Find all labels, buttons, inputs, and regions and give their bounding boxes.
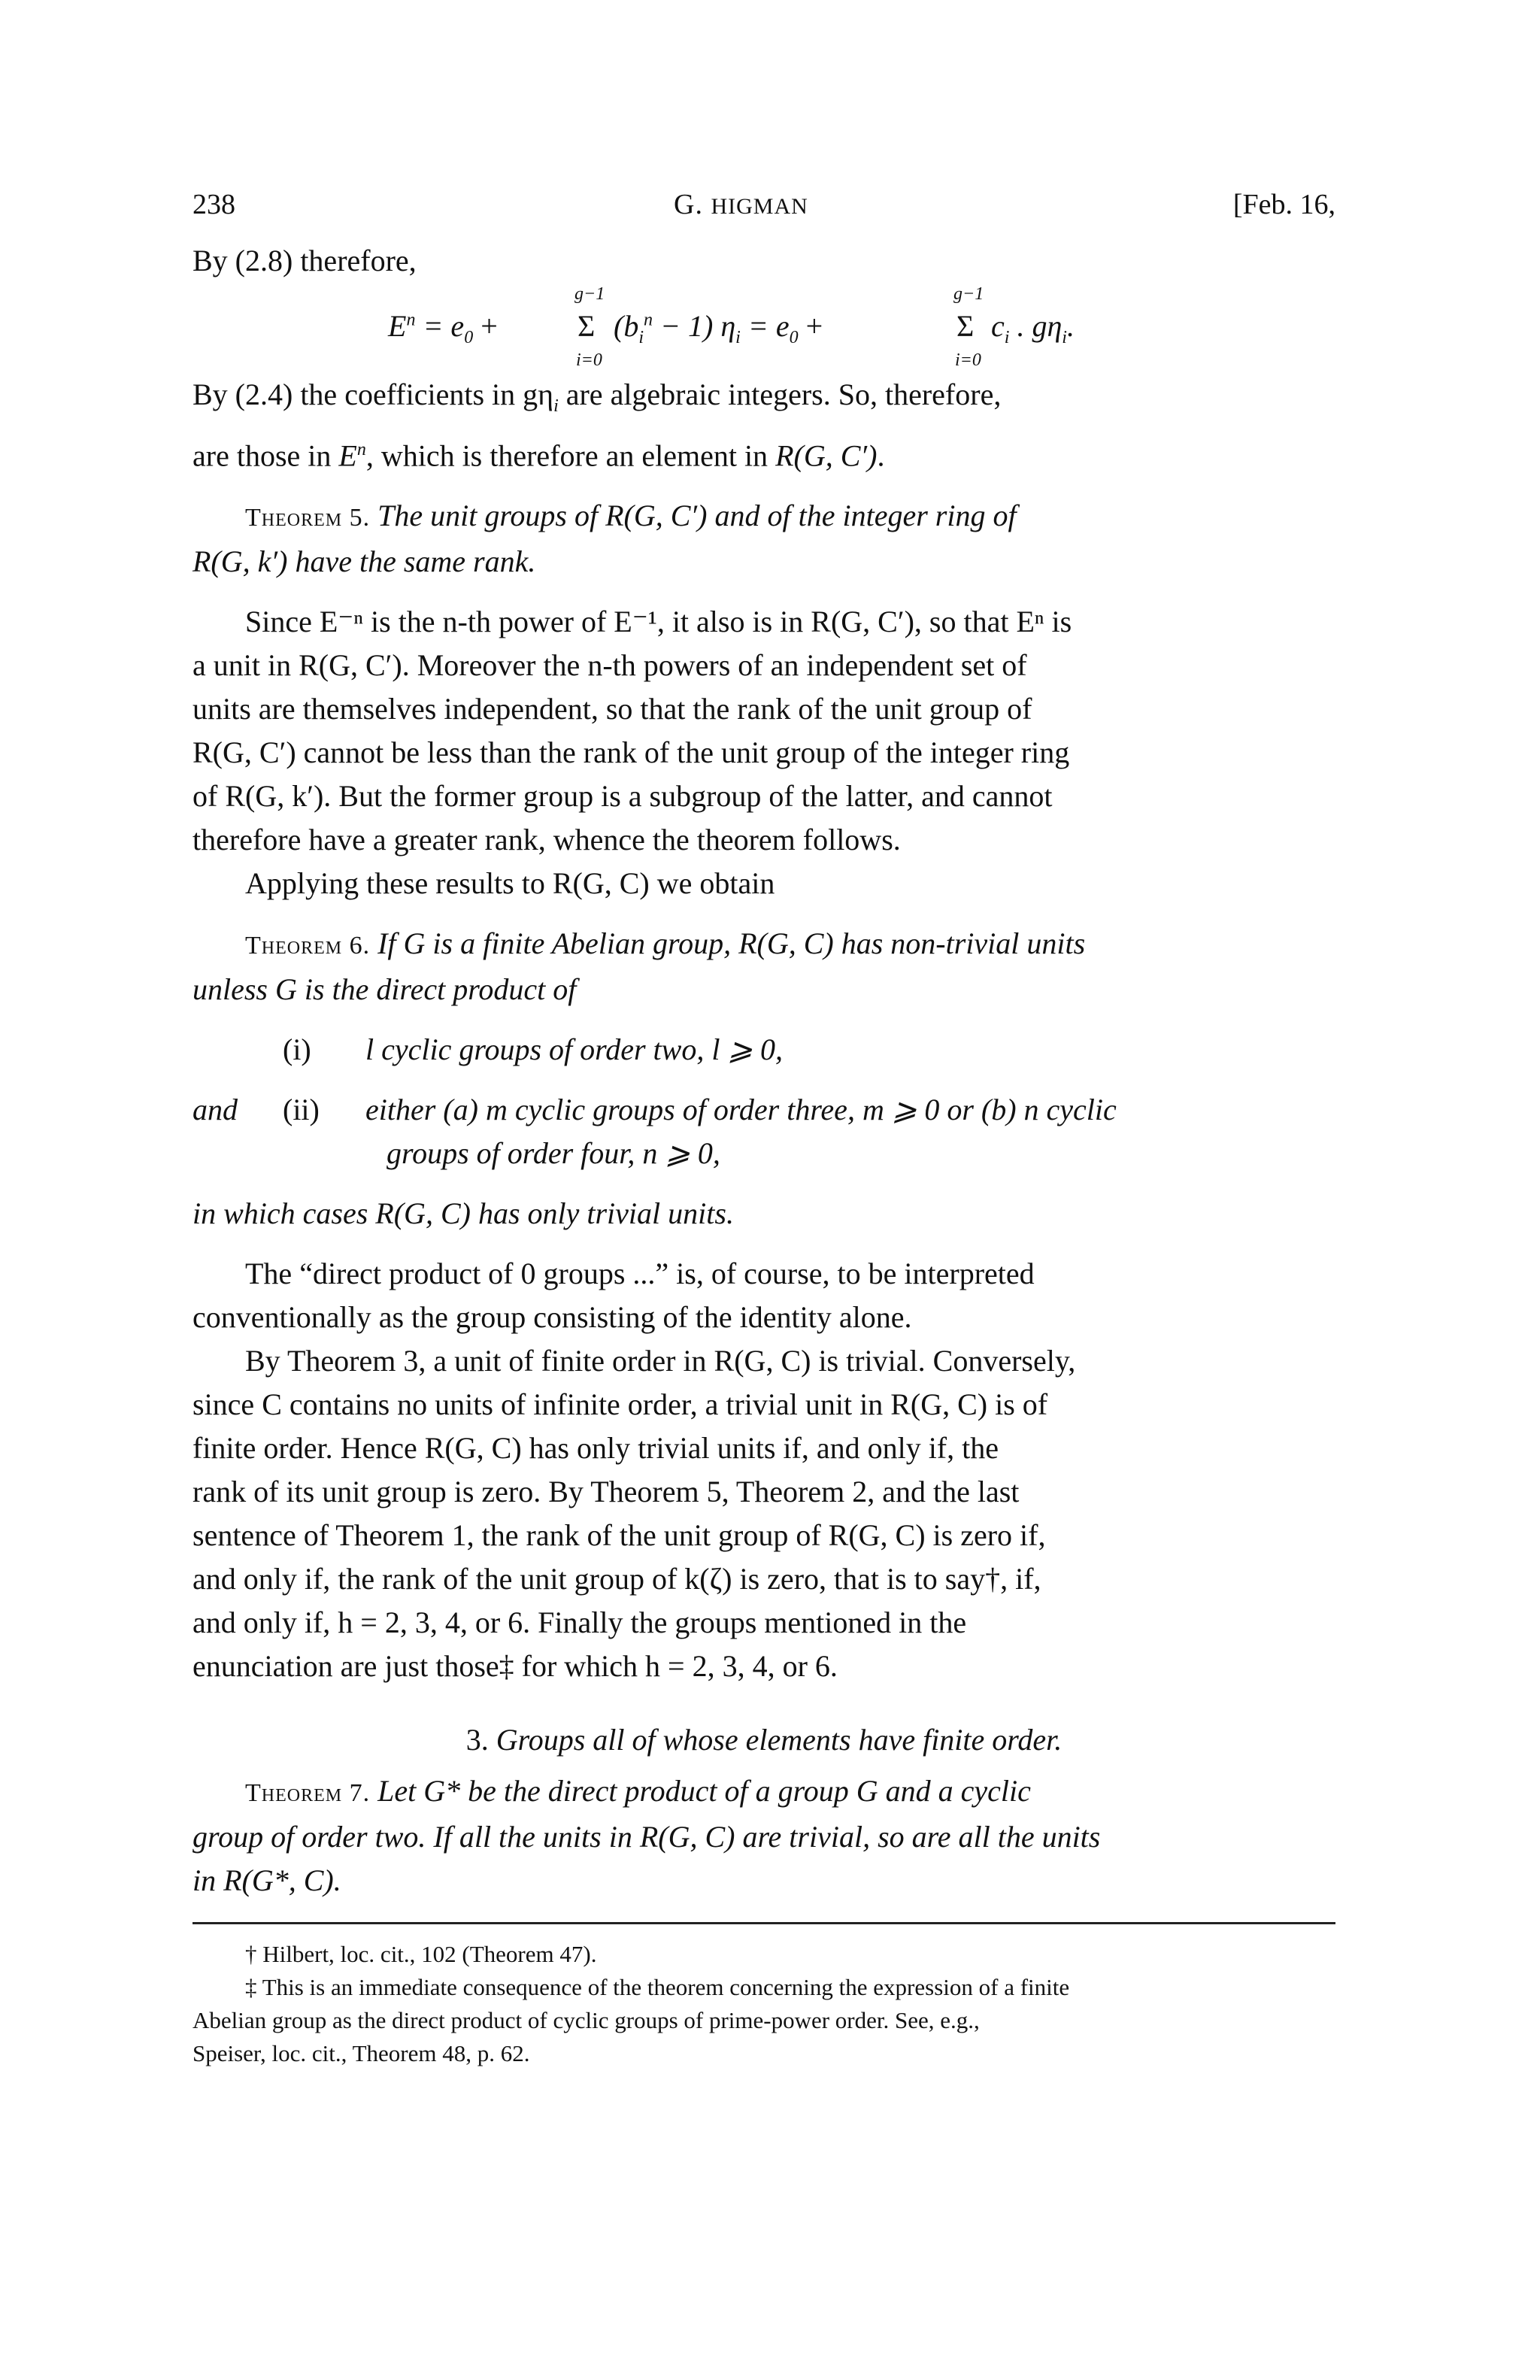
- theorem-6: Theorem 6. If G is a finite Abelian group, R(G, C) has non-trivial units: [245, 926, 1086, 961]
- footnote-dagger: † Hilbert, loc. cit., 102 (Theorem 47).: [245, 1941, 597, 1968]
- direct-product-line-2: conventionally as the group consisting of the identity alone.: [192, 1300, 912, 1335]
- theorem-7: Theorem 7. Let G* be the direct product of a group G and a cyclic: [245, 1774, 1031, 1808]
- theorem3-line-7: and only if, h = 2, 3, 4, or 6. Finally the groups mentioned in the: [192, 1605, 967, 1640]
- direct-product-line-1: The “direct product of 0 groups ...” is, of course, to be interpreted: [245, 1257, 1035, 1291]
- footnote-rule: [192, 1922, 1335, 1924]
- theorem3-line-6: and only if, the rank of the unit group of k(ζ) is zero, that is to say†, if,: [192, 1562, 1041, 1596]
- theorem3-line-5: sentence of Theorem 1, the rank of the unit group of R(G, C) is zero if,: [192, 1518, 1046, 1553]
- sum2-lower-limit: i=0: [955, 350, 981, 370]
- theorem-7-line2: group of order two. If all the units in R(G, C) are trivial, so are all the units: [192, 1820, 1101, 1854]
- footnote-double-dagger-line3: Speiser, loc. cit., Theorem 48, p. 62.: [192, 2040, 530, 2067]
- theorem-7-line3: in R(G*, C).: [192, 1863, 341, 1898]
- theorem-5-line2: R(G, k′) have the same rank.: [192, 544, 536, 579]
- proof-line-4: R(G, C′) cannot be less than the rank of the unit group of the integer ring: [192, 735, 1070, 770]
- equation-lhs: $E^n = e_0$ +: [388, 309, 498, 347]
- theorem-6-label: Theorem 6.: [245, 932, 371, 960]
- running-header: [192, 188, 1335, 233]
- sum2-sign: Σ: [956, 309, 975, 343]
- author-initial: G.: [674, 189, 703, 220]
- paragraph-coefficients-line2: are those in $E^n$, which is therefore an element in R(G, C′).: [192, 438, 885, 473]
- proof-line-1: Since E⁻ⁿ is the n-th power of E⁻¹, it also is in R(G, C′), so that Eⁿ is: [245, 605, 1072, 639]
- case-i: (i) l cyclic groups of order two, l ⩾ 0,: [283, 1032, 783, 1067]
- case-ii: and (ii) either (a) m cyclic groups of order three, m ⩾ 0 or (b) n cyclic: [192, 1093, 1117, 1127]
- section-3-heading: 3. Groups all of whose elements have finite order.: [465, 1723, 1063, 1757]
- proof-line-2: a unit in R(G, C′). Moreover the n-th powers of an independent set of: [192, 648, 1027, 683]
- theorem3-line-1: By Theorem 3, a unit of finite order in R(G, C) is trivial. Conversely,: [245, 1344, 1076, 1378]
- issue-date: [Feb. 16,: [1232, 189, 1335, 220]
- footnote-double-dagger: ‡ This is an immediate consequence of the theorem concerning the expression of a finite: [245, 1974, 1070, 2001]
- theorem-5: Theorem 5. The unit groups of R(G, C′) and of the integer ring of: [245, 499, 1017, 533]
- theorem-6-line2: unless G is the direct product of: [192, 972, 577, 1007]
- paragraph-coefficients-line1: By (2.4) the coefficients in $g\eta_i$ are algebraic integers. So, therefore,: [192, 377, 1002, 416]
- proof-line-6: therefore have a greater rank, whence the theorem follows.: [192, 823, 901, 857]
- running-author: [674, 188, 808, 221]
- theorem-6-end: in which cases R(G, C) has only trivial units.: [192, 1196, 734, 1231]
- proof-line-5: of R(G, k′). But the former group is a subgroup of the latter, and cannot: [192, 779, 1053, 814]
- proof-line-3: units are themselves independent, so that the rank of the unit group of: [192, 692, 1032, 726]
- equation-term2: $c_i$ . $g\eta_i$.: [991, 309, 1075, 347]
- equation-term1: $(b_i^n - 1) \eta_i = e_0$ +: [614, 309, 823, 347]
- paragraph-by-2-8: By (2.8) therefore,: [192, 244, 417, 277]
- sum-upper-limit: g−1: [574, 284, 605, 304]
- theorem3-line-3: finite order. Hence R(G, C) has only trivial units if, and only if, the: [192, 1431, 999, 1466]
- case-ii-cont: groups of order four, n ⩾ 0,: [387, 1136, 720, 1171]
- footnote-double-dagger-line2: Abelian group as the direct product of cyclic groups of prime-power order. See, e.g.,: [192, 2007, 980, 2034]
- page: [192, 188, 1335, 2070]
- author-name: HIGMAN: [711, 194, 808, 219]
- theorem3-line-8: enunciation are just those‡ for which h = 2, 3, 4, or 6.: [192, 1649, 838, 1684]
- applying-line: Applying these results to R(G, C) we obtain: [245, 866, 775, 901]
- theorem-5-label: Theorem 5.: [245, 504, 371, 532]
- theorem3-line-4: rank of its unit group is zero. By Theorem 5, Theorem 2, and the last: [192, 1475, 1020, 1509]
- sum-lower-limit: i=0: [576, 350, 602, 370]
- theorem3-line-2: since C contains no units of infinite order, a trivial unit in R(G, C) is of: [192, 1387, 1048, 1422]
- equation-en: [192, 283, 1335, 373]
- page-number: 238: [192, 189, 235, 220]
- theorem-7-label: Theorem 7.: [245, 1779, 371, 1808]
- sum-sign: Σ: [578, 309, 596, 343]
- sum2-upper-limit: g−1: [953, 284, 984, 304]
